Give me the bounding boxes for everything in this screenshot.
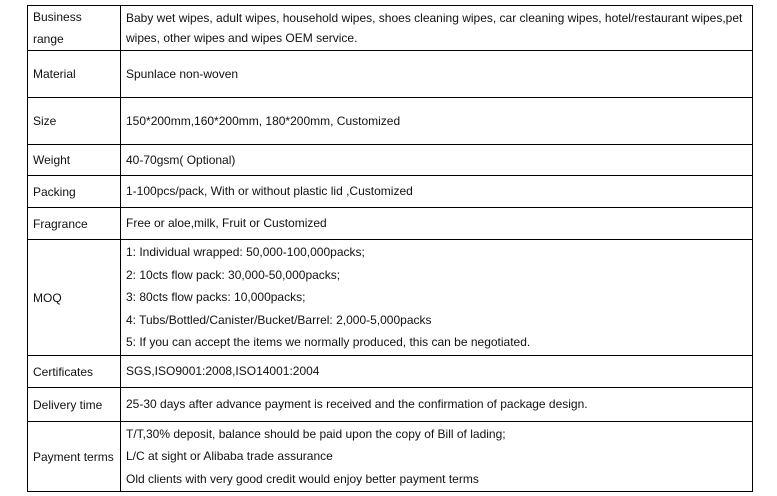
value-line: 150*200mm,160*200mm, 180*200mm, Customized bbox=[126, 113, 401, 128]
value-line: SGS,ISO9001:2008,ISO14001:2004 bbox=[126, 364, 320, 379]
row-label: Material bbox=[28, 51, 121, 98]
table-row-packing bbox=[28, 176, 753, 208]
value-line: 1: Individual wrapped: 50,000-100,000packs; bbox=[126, 245, 365, 260]
value-line: Baby wet wipes, adult wipes, household wipes, shoes cleaning wipes, car cleaning wipes, hotel/restaurant wipes,pet wipes, other wipes and wipes OEM service. bbox=[126, 11, 743, 45]
row-value bbox=[121, 388, 753, 422]
row-label: Delivery time bbox=[28, 388, 121, 422]
row-value bbox=[121, 176, 753, 208]
table-row-size bbox=[28, 98, 753, 145]
row-label: Fragrance bbox=[28, 208, 121, 240]
row-value bbox=[121, 145, 753, 176]
row-value bbox=[121, 240, 753, 356]
value-line: 4: Tubs/Bottled/Canister/Bucket/Barrel: 2,000-5,000packs bbox=[126, 312, 432, 327]
row-value bbox=[121, 98, 753, 145]
value-line: Old clients with very good credit would enjoy better payment terms bbox=[126, 471, 479, 486]
value-line: 5: If you can accept the items we normally produced, this can be negotiated. bbox=[126, 335, 531, 350]
value-line: 1-100pcs/pack, With or without plastic lid ,Customized bbox=[126, 184, 413, 199]
table-row-material bbox=[28, 51, 753, 98]
table-row-weight bbox=[28, 145, 753, 176]
row-value bbox=[121, 6, 753, 51]
product-spec-table bbox=[27, 5, 753, 492]
table-row-delivery-time bbox=[28, 388, 753, 422]
row-label: MOQ bbox=[28, 240, 121, 356]
row-label: Size bbox=[28, 98, 121, 145]
value-line: 3: 80cts flow packs: 10,000packs; bbox=[126, 290, 306, 305]
row-label: Packing bbox=[28, 176, 121, 208]
row-label: Payment terms bbox=[28, 422, 121, 492]
row-value bbox=[121, 422, 753, 492]
table-row-business-range bbox=[28, 6, 753, 51]
row-value bbox=[121, 356, 753, 388]
value-line: T/T,30% deposit, balance should be paid upon the copy of Bill of lading; bbox=[126, 426, 506, 441]
table-row-certificates bbox=[28, 356, 753, 388]
value-line: L/C at sight or Alibaba trade assurance bbox=[126, 449, 333, 464]
row-value bbox=[121, 208, 753, 240]
row-value bbox=[121, 51, 753, 98]
value-line: 40-70gsm( Optional) bbox=[126, 152, 236, 167]
value-line: Free or aloe,milk, Fruit or Customized bbox=[126, 216, 327, 231]
table-row-payment-terms bbox=[28, 422, 753, 492]
row-label: Weight bbox=[28, 145, 121, 176]
row-label: Business range bbox=[28, 6, 121, 51]
table-row-fragrance bbox=[28, 208, 753, 240]
table-row-moq bbox=[28, 240, 753, 356]
value-line: 2: 10cts flow pack: 30,000-50,000packs; bbox=[126, 267, 341, 282]
row-label: Certificates bbox=[28, 356, 121, 388]
value-line: Spunlace non-woven bbox=[126, 66, 239, 81]
value-line: 25-30 days after advance payment is received and the confirmation of package design. bbox=[126, 397, 588, 412]
